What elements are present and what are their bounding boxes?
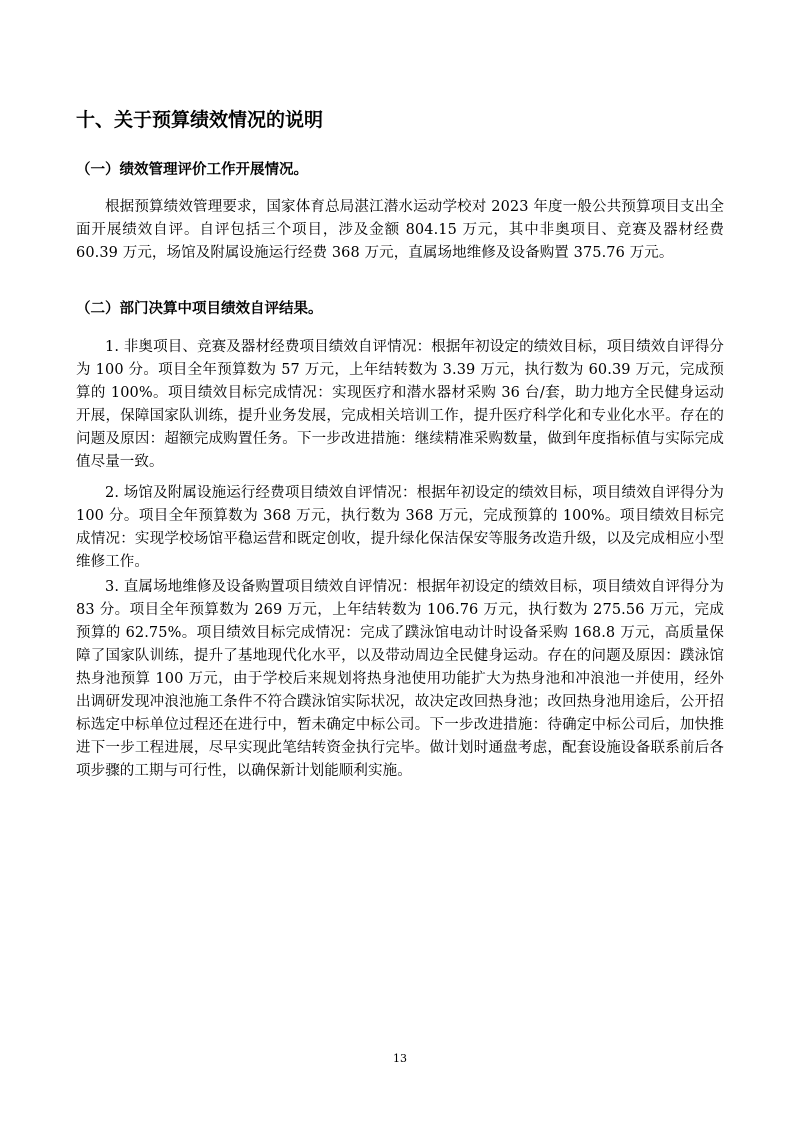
paragraph-project-2: 2. 场馆及附属设施运行经费项目绩效自评情况：根据年初设定的绩效目标，项目绩效自评得分为 100 分。项目全年预算数为 368 万元，执行数为 368 万元，完成预算的 100%。项目绩效目标完成情况：实现学校场馆平稳运营和既定创收，提升绿化保洁保安等服务改造升级，以及完成相应小型维修工作。 <box>76 485 724 570</box>
paragraph-project-1: 1. 非奥项目、竞赛及器材经费项目绩效自评情况：根据年初设定的绩效目标，项目绩效自评得分为 100 分。项目全年预算数为 57 万元，上年结转数为 3.39 万元，执行数为 60.39 万元，完成预算的 100%。项目绩效目标完成情况：实现医疗和潜水器材采购 36 台/套，助力地方全民健身运动开展，保障国家队训练，提升业务发展，完成相关培训工作，提升医疗科学化和专业化水平。存在的问题及原因：超额完成购置任务。下一步改进措施：继续精准采购数量，做到年度指标值与实际完成值尽量一致。 <box>76 339 724 470</box>
page-number: 13 <box>393 1052 407 1065</box>
section-title: 十、关于预算绩效情况的说明 <box>76 109 324 131</box>
subsection-heading-2: （二）部门决算中项目绩效自评结果。 <box>76 301 323 317</box>
paragraph-overview: 根据预算绩效管理要求，国家体育总局湛江潜水运动学校对 2023 年度一般公共预算项目支出全面开展绩效自评。自评包括三个项目，涉及金额 804.15 万元，其中非奥项目、竞赛及器材经费 60.39 万元，场馆及附属设施运行经费 368 万元，直属场地维修及设备购置 375.76 万元。 <box>76 199 724 261</box>
subsection-heading-1: （一）绩效管理评价工作开展情况。 <box>76 162 308 178</box>
paragraph-project-3: 3. 直属场地维修及设备购置项目绩效自评情况：根据年初设定的绩效目标，项目绩效自评得分为 83 分。项目全年预算数为 269 万元，上年结转数为 106.76 万元，执行数为 275.56 万元，完成预算的 62.75%。项目绩效目标完成情况：完成了蹼泳馆电动计时设备采购 168.8 万元，高质量保障了国家队训练，提升了基地现代化水平，以及带动周边全民健身运动。存在的问题及原因：蹼泳馆热身池预算 100 万元，由于学校后来规划将热身池使用功能扩大为热身池和冲浪池一并使用，经外出调研发现冲浪池施工条件不符合蹼泳馆实际状况，故决定改回热身池；改回热身池用途后，公开招标选定中标单位过程还在进行中，暂未确定中标公司。下一步改进措施：待确定中标公司后，加快推进下一步工程进展，尽早实现此笔结转资金执行完毕。做计划时通盘考虑，配套设施设备联系前后各项步骤的工期与可行性，以确保新计划能顺利实施。 <box>76 579 724 779</box>
